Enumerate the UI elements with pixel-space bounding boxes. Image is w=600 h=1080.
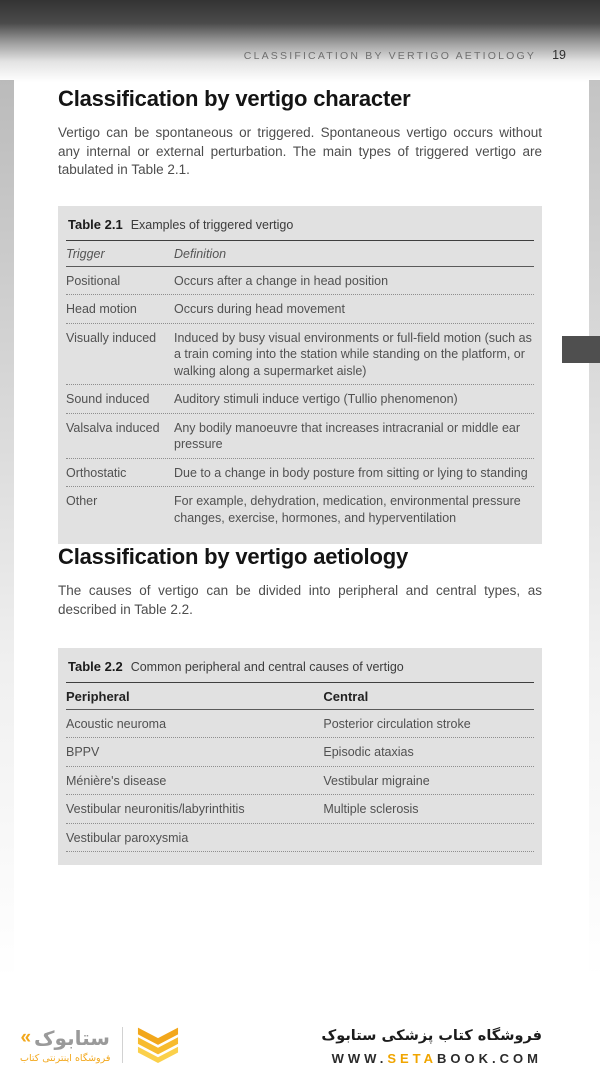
table-cell: Ménière's disease xyxy=(66,773,167,788)
page-top-shadow xyxy=(0,0,600,82)
table-row xyxy=(66,414,534,459)
running-header xyxy=(244,48,566,62)
table-cell: Vestibular paroxysmia xyxy=(66,830,189,845)
logo-wordmark xyxy=(20,1026,110,1064)
book-chevrons-icon xyxy=(135,1021,181,1068)
page-content xyxy=(58,86,542,865)
table-row xyxy=(66,795,534,824)
table-row xyxy=(66,710,534,739)
table-cell: Posterior circulation stroke xyxy=(323,716,471,731)
table-row xyxy=(66,487,534,531)
section-body-aetiology: The causes of vertigo can be divided into peripheral and central types, as described in Table 2.2. xyxy=(58,583,542,617)
store-url xyxy=(321,1051,542,1066)
table-cell: Due to a change in body posture from sitting or lying to standing xyxy=(174,465,528,480)
column-header: Peripheral xyxy=(66,688,130,704)
table-row xyxy=(66,385,534,414)
table-2-2-header-row xyxy=(66,683,534,710)
url-segment: WWW. xyxy=(331,1051,388,1066)
footer xyxy=(0,994,600,1080)
url-segment: BOOK xyxy=(437,1051,493,1066)
table-2-1 xyxy=(58,206,542,545)
setabook-logo xyxy=(20,1021,181,1068)
logo-divider xyxy=(122,1027,123,1063)
table-row xyxy=(66,738,534,767)
table-row xyxy=(66,267,534,296)
table-2-2-caption xyxy=(66,656,534,683)
table-2-1-caption xyxy=(66,214,534,241)
table-label: Table 2.1 xyxy=(68,216,123,232)
footer-store-info xyxy=(321,1028,542,1066)
table-cell: Occurs after a change in head position xyxy=(174,273,389,288)
logo-brand-text: ستابوک xyxy=(34,1025,110,1050)
section-body-character: Vertigo can be spontaneous or triggered. Spontaneous vertigo occurs without any internal or external perturbation. The main types of triggered vertigo are tabulated in Table 2.1. xyxy=(58,125,542,178)
table-cell: Valsalva induced xyxy=(66,420,160,435)
table-cell: Positional xyxy=(66,273,121,288)
column-header: Trigger xyxy=(66,246,105,261)
table-caption-text: Examples of triggered vertigo xyxy=(130,217,294,232)
table-label: Table 2.2 xyxy=(68,658,123,674)
table-cell: Orthostatic xyxy=(66,465,127,480)
column-header: Central xyxy=(323,688,369,704)
column-header: Definition xyxy=(174,246,227,261)
table-cell: Acoustic neuroma xyxy=(66,716,167,731)
table-caption-text: Common peripheral and central causes of vertigo xyxy=(130,659,404,674)
table-row xyxy=(66,824,534,853)
table-cell: BPPV xyxy=(66,745,100,760)
logo-text-line xyxy=(20,1026,109,1050)
section-title-character: Classification by vertigo character xyxy=(58,86,411,111)
running-header-title: CLASSIFICATION BY VERTIGO AETIOLOGY xyxy=(243,50,537,62)
table-cell: Vestibular neuronitis/labyrinthitis xyxy=(66,802,245,817)
table-cell: Other xyxy=(66,494,98,509)
table-2-2 xyxy=(58,648,542,866)
page-left-edge-shadow xyxy=(0,80,14,980)
table-row xyxy=(66,295,534,324)
url-segment-accent: SETA xyxy=(387,1051,438,1066)
store-name-text: فروشگاه کتاب پزشکی ستابوک xyxy=(321,1028,542,1044)
table-cell: Auditory stimuli induce vertigo (Tullio phenomenon) xyxy=(174,392,458,407)
chapter-edge-tab xyxy=(562,336,600,363)
page-number: 19 xyxy=(552,48,566,62)
table-row xyxy=(66,459,534,488)
table-cell: Any bodily manoeuvre that increases intracranial or middle ear pressure xyxy=(174,420,521,452)
url-segment: .COM xyxy=(492,1051,542,1066)
table-cell: Multiple sclerosis xyxy=(323,802,419,817)
logo-guillemet-icon: « xyxy=(20,1027,32,1048)
table-row xyxy=(66,324,534,386)
table-cell: Head motion xyxy=(66,302,137,317)
table-cell: Sound induced xyxy=(66,392,150,407)
table-cell xyxy=(323,830,534,847)
table-cell: Episodic ataxias xyxy=(323,745,414,760)
table-row xyxy=(66,767,534,796)
table-cell: Vestibular migraine xyxy=(323,773,430,788)
table-cell: Occurs during head movement xyxy=(174,302,345,317)
table-cell: Visually induced xyxy=(66,330,157,345)
logo-subtitle: فروشگاه اینترنتی کتاب xyxy=(20,1052,111,1064)
table-2-1-header-row xyxy=(66,241,534,267)
page-right-edge-shadow xyxy=(589,80,600,980)
section-title-aetiology: Classification by vertigo aetiology xyxy=(58,544,408,570)
table-cell: For example, dehydration, medication, environmental pressure changes, exercise, hormones, and hyperventilation xyxy=(174,494,521,525)
table-cell: Induced by busy visual environments or full-field motion (such as a train coming into the station while standing on the platform, or walking along a supermarket aisle) xyxy=(174,330,532,378)
